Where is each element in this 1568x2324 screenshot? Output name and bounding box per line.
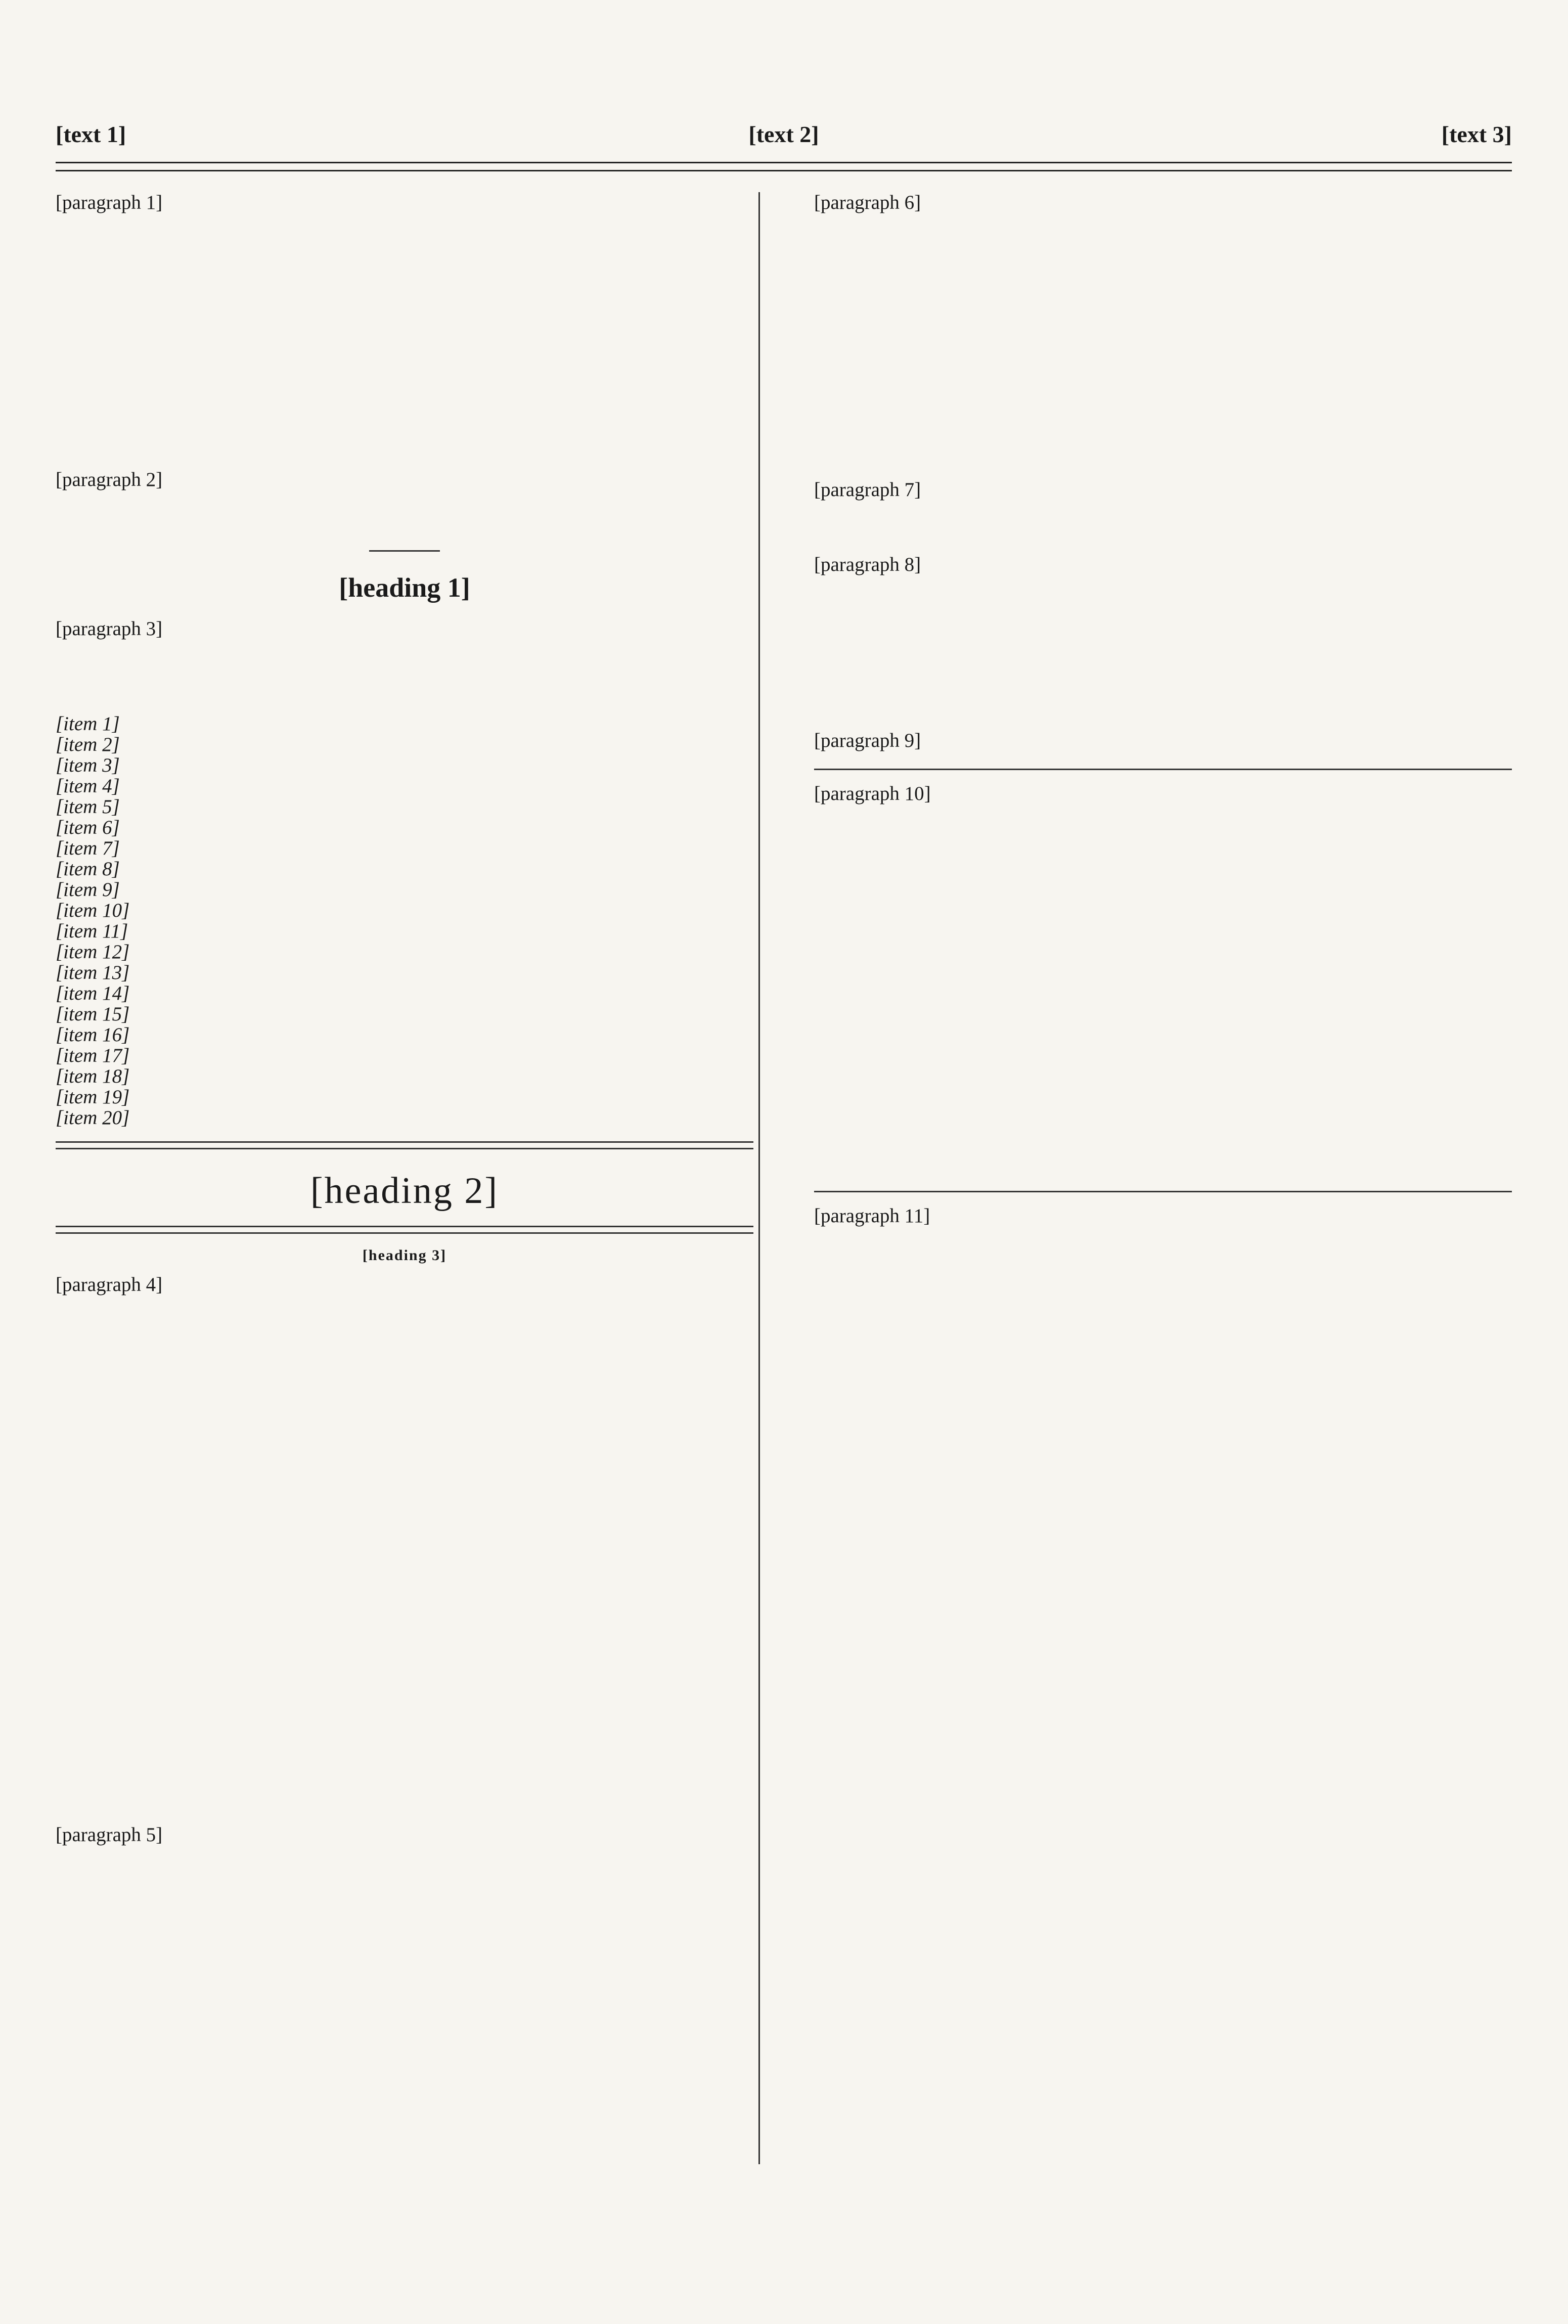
list-item: [item 11]	[56, 920, 128, 942]
divider	[56, 1226, 753, 1234]
list-item: [item 14]	[56, 982, 130, 1004]
section-title: [heading 2]	[310, 1170, 499, 1212]
running-head-left: [text 1]	[56, 121, 126, 147]
list-item: [item 20]	[56, 1107, 130, 1129]
list-item: [item 15]	[56, 1003, 130, 1025]
divider	[814, 1191, 1512, 1192]
paragraph: [paragraph 11]	[814, 1205, 930, 1227]
section-heading: [heading 1]	[339, 572, 470, 603]
paragraph: [paragraph 5]	[56, 1824, 163, 1846]
divider	[56, 1141, 753, 1149]
list-item: [item 17]	[56, 1045, 130, 1066]
column-divider	[758, 192, 760, 2164]
paragraph: [paragraph 4]	[56, 1274, 163, 1295]
exchange-list	[56, 713, 753, 1128]
list-item: [item 19]	[56, 1086, 130, 1108]
list-item: [item 6]	[56, 817, 120, 838]
sub-heading: [heading 3]	[362, 1247, 447, 1264]
divider	[369, 550, 440, 552]
list-item: [item 5]	[56, 796, 120, 818]
paragraph: [paragraph 9]	[814, 730, 921, 751]
list-item: [item 18]	[56, 1065, 130, 1087]
list-item: [item 2]	[56, 734, 120, 755]
right-column	[814, 192, 1512, 2099]
list-item: [item 16]	[56, 1024, 130, 1046]
list-item: [item 9]	[56, 879, 120, 901]
left-column	[56, 192, 753, 2324]
paragraph: [paragraph 2]	[56, 469, 163, 490]
running-head	[56, 116, 1512, 152]
paragraph: [paragraph 1]	[56, 192, 163, 213]
list-item: [item 4]	[56, 775, 120, 797]
list-item: [item 7]	[56, 837, 120, 859]
list-item: [item 10]	[56, 900, 130, 921]
paragraph: [paragraph 3]	[56, 618, 163, 640]
paragraph: [paragraph 10]	[814, 783, 931, 805]
list-item: [item 1]	[56, 713, 120, 735]
paragraph: [paragraph 6]	[814, 192, 921, 213]
header-rule-lower	[56, 170, 1512, 171]
header-rule	[56, 162, 1512, 163]
list-item: [item 8]	[56, 858, 120, 880]
list-item: [item 13]	[56, 962, 130, 984]
divider	[814, 769, 1512, 770]
list-item: [item 12]	[56, 941, 130, 963]
paragraph: [paragraph 8]	[814, 554, 921, 575]
running-head-center: [text 2]	[748, 121, 819, 147]
paragraph: [paragraph 7]	[814, 479, 921, 501]
list-item: [item 3]	[56, 754, 120, 776]
page-number: [text 3]	[1441, 121, 1512, 147]
